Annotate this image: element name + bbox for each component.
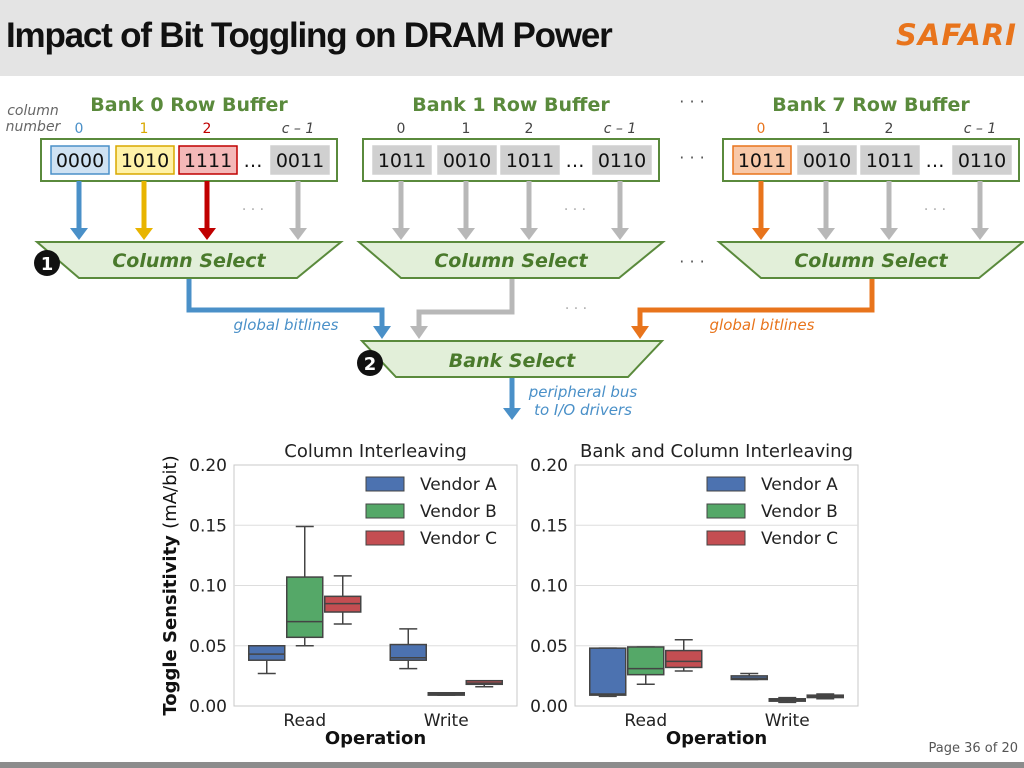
bank-1-column-arrow-head: [457, 228, 475, 240]
chart-1-x-axis-label: Operation: [665, 728, 768, 749]
chart-1-legend-swatch: [707, 477, 745, 491]
bank-2-column-label: 0: [756, 121, 766, 137]
bank-0-cell-value: 0011: [275, 150, 325, 172]
peripheral-bus-arrow-head: [503, 408, 521, 420]
chart-0-y-tick-label: 0.15: [189, 516, 227, 537]
column-number-label: column: [7, 103, 59, 119]
bank-2-cell-value: 1011: [865, 150, 915, 172]
chart-0-x-axis-label: Operation: [324, 728, 427, 749]
chart-0-y-tick-label: 0.00: [189, 697, 227, 717]
bank-2-column-arrow-head: [817, 228, 835, 240]
bank-2-column-arrow-head: [880, 228, 898, 240]
chart-1-legend-label: Vendor C: [761, 529, 838, 549]
bank-0-column-label: 0: [74, 121, 84, 137]
chart-1-x-tick-label: Write: [764, 711, 810, 731]
bank-1-cell-value: 1011: [377, 150, 427, 172]
chart-1-y-tick-label: 0.15: [530, 516, 568, 537]
chart-0-legend-swatch: [366, 504, 404, 518]
bank-1-column-label: 2: [524, 121, 534, 137]
peripheral-bus-label: to I/O drivers: [534, 401, 632, 419]
chart-0-y-tick-label: 0.20: [189, 456, 227, 476]
chart-0-legend-label: Vendor A: [420, 475, 497, 495]
bank-0-column-arrow-head: [70, 228, 88, 240]
chart-0-x-tick-label: Write: [423, 711, 469, 731]
bank-0-column-arrow-head: [198, 228, 216, 240]
chart-1-box: [590, 648, 626, 695]
bank-1-group: [359, 94, 663, 278]
chart-1-y-tick-label: 0.10: [530, 576, 568, 597]
chart-0-y-tick-label: 0.10: [189, 576, 227, 597]
step-marker-1-number: 1: [40, 254, 54, 275]
bank-0-column-label: 1: [139, 121, 149, 137]
chart-0-y-tick-label: 0.05: [189, 636, 227, 657]
ellipsis-dots: · · ·: [679, 148, 705, 167]
bank-2-column-label: 2: [884, 121, 894, 137]
chart-1-box: [666, 651, 702, 668]
bank-0-ellipsis: …: [243, 150, 263, 172]
bank-7-global-bitlines-label: global bitlines: [709, 316, 815, 334]
bank-1-column-label: 1: [461, 121, 471, 137]
ellipsis-dots: · · ·: [679, 92, 705, 111]
slide-title: Impact of Bit Toggling on DRAM Power: [6, 16, 612, 55]
y-axis-label-unit: (mA/bit): [160, 455, 181, 529]
bank-2-cell-value: 0010: [802, 150, 852, 172]
step-marker-2-number: 2: [363, 354, 377, 375]
bank-0-column-arrow-head: [289, 228, 307, 240]
bank-2-group: [719, 94, 1023, 278]
bank-2-name: Bank 7 Row Buffer: [772, 94, 970, 116]
peripheral-bus-label: peripheral bus: [528, 383, 638, 401]
chart-0-legend-label: Vendor B: [420, 502, 497, 522]
bank-1-global-bitline-head: [410, 326, 428, 339]
bank-0-cell-value: 1010: [120, 150, 170, 172]
bank-2-cell-value: 1011: [737, 150, 787, 172]
bank-2-column-select-label: Column Select: [794, 250, 948, 272]
ellipsis-dots: · · ·: [564, 301, 588, 317]
chart-1-legend-label: Vendor B: [761, 502, 838, 522]
chart-0-box: [287, 577, 323, 637]
y-axis-label-quantity: Toggle Sensitivity: [160, 528, 181, 716]
bank-1-column-arrow-head: [520, 228, 538, 240]
safari-logo: SAFARI: [896, 18, 1017, 52]
bank-0-cell-value: 0000: [55, 150, 105, 172]
bank-2-column-label: 1: [821, 121, 831, 137]
bank-0-ellipsis-dots: · · ·: [241, 202, 265, 218]
bank-1-column-arrow-head: [392, 228, 410, 240]
chart-0-x-tick-label: Read: [283, 711, 327, 731]
bank-0-name: Bank 0 Row Buffer: [90, 94, 288, 116]
bank-1-ellipsis: …: [565, 150, 585, 172]
bank-0-global-bitlines-label: global bitlines: [233, 316, 339, 334]
chart-1-title: Bank and Column Interleaving: [579, 441, 854, 462]
chart-1-legend-swatch: [707, 531, 745, 545]
column-number-label: number: [5, 119, 61, 135]
bank-2-column-arrow-head: [752, 228, 770, 240]
bank-1-column-select-label: Column Select: [434, 250, 588, 272]
bank-1-column-label: c – 1: [603, 121, 637, 137]
footer-bar: [0, 762, 1024, 768]
bank-1-global-bitline: [419, 279, 512, 326]
bank-2-column-arrow-head: [971, 228, 989, 240]
bank-1-column-arrow-head: [611, 228, 629, 240]
bank-2-ellipsis-dots: · · ·: [923, 202, 947, 218]
ellipsis-dots: · · ·: [679, 252, 705, 271]
chart-0-y-axis-label: [160, 455, 181, 715]
bank-1-name: Bank 1 Row Buffer: [412, 94, 610, 116]
bank-1-column-label: 0: [396, 121, 406, 137]
bank-2-cell-value: 0110: [957, 150, 1007, 172]
bank-1-ellipsis-dots: · · ·: [563, 202, 587, 218]
chart-1: [530, 441, 858, 749]
bank-0-cell-value: 1111: [183, 150, 233, 172]
bank-0-group: [37, 94, 341, 278]
chart-1-y-tick-label: 0.05: [530, 636, 568, 657]
chart-1-legend-swatch: [707, 504, 745, 518]
bank-7-global-bitline-head: [631, 326, 649, 339]
bank-1-cell-value: 0110: [597, 150, 647, 172]
chart-1-y-tick-label: 0.20: [530, 456, 568, 476]
bank-select-label: Bank Select: [448, 350, 576, 372]
bank-0-column-select-label: Column Select: [112, 250, 266, 272]
chart-0-legend-swatch: [366, 531, 404, 545]
chart-0-title: Column Interleaving: [284, 441, 467, 462]
bank-0-column-label: 2: [202, 121, 212, 137]
bank-0-column-label: c – 1: [281, 121, 315, 137]
chart-0: [160, 441, 517, 749]
chart-0-legend-label: Vendor C: [420, 529, 497, 549]
bank-1-cell-value: 0010: [442, 150, 492, 172]
chart-0-box: [249, 646, 285, 660]
bank-2-column-label: c – 1: [963, 121, 997, 137]
chart-1-legend-label: Vendor A: [761, 475, 838, 495]
bank-2-ellipsis: …: [925, 150, 945, 172]
toggle-sensitivity-charts: [0, 435, 1024, 755]
chart-1-x-tick-label: Read: [624, 711, 668, 731]
bank-1-cell-value: 1011: [505, 150, 555, 172]
chart-1-box: [628, 647, 664, 675]
chart-0-legend-swatch: [366, 477, 404, 491]
page-number: Page 36 of 20: [928, 741, 1018, 756]
bank-0-column-arrow-head: [135, 228, 153, 240]
chart-1-y-tick-label: 0.00: [530, 697, 568, 717]
bank-0-global-bitline-head: [373, 326, 391, 339]
